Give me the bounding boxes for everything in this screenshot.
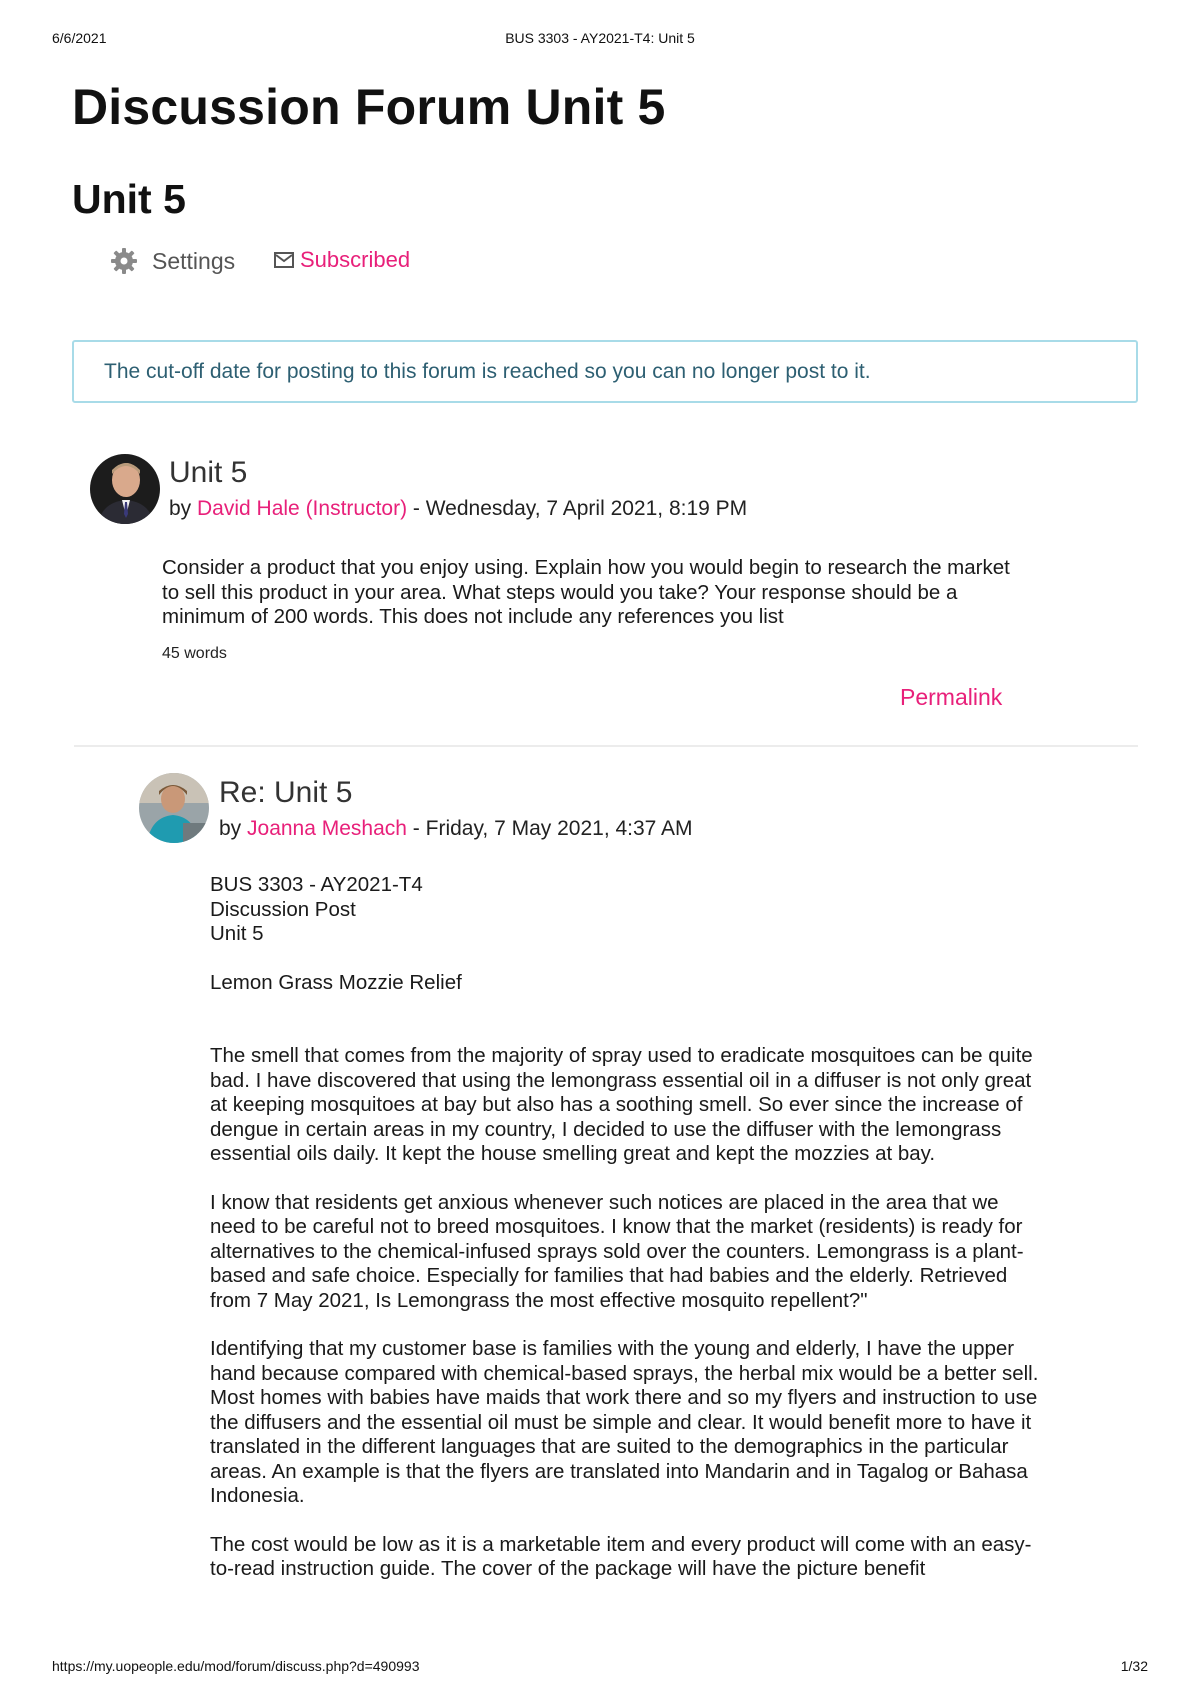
print-header [52,30,1148,50]
avatar[interactable] [90,454,160,524]
print-date: 6/6/2021 [52,30,107,46]
post-byline [219,817,693,841]
permalink-link[interactable]: Permalink [900,684,1003,710]
post-date: - Wednesday, 7 April 2021, 8:19 PM [407,497,748,520]
page-title: Discussion Forum Unit 5 [72,79,666,135]
post-subject: Re: Unit 5 [219,776,353,809]
settings-button[interactable] [110,247,235,275]
avatar[interactable] [139,773,209,843]
settings-label: Settings [152,247,236,274]
print-page-number: 1/32 [1120,1658,1148,1674]
post-paragraph: I know that residents get anxious whenever such notices are placed in the area that we need to be careful not to breed mosquitoes. I know that the market (residents) is ready for alternatives to the chemical-infused sprays sold over the counters. Lemongrass is a plant-based and safe choice. Especially for families that had babies and the elderly. Retrieved from 7 May 2021, Is Lemongrass the most effective mosquito repellent?" [210,1190,1024,1312]
cutoff-alert [72,340,1138,403]
cutoff-alert-text: The cut-off date for posting to this forum is reached so you can no longer post to it. [104,360,871,383]
forum-title: Unit 5 [72,176,186,222]
print-footer [52,1658,1148,1678]
print-document-title: BUS 3303 - AY2021-T4: Unit 5 [505,30,695,46]
heading-line: Discussion Post [210,897,356,921]
post-message [210,873,1040,1582]
post-paragraph: Identifying that my customer base is families with the young and elderly, I have the upper hand because compared with chemical-based sprays, the herbal mix would be a better sell. Most homes with babies have maids that work there and so my flyers and instruction to use the diffusers and the essential oil must be simple and clear. It would benefit more to have it translated in the different languages that are suited to the demographics in the particular areas. An example is that the flyers are translated into Mandarin and in Tagalog or Bahasa Indonesia. [210,1337,1039,1507]
post-paragraph: The cost would be low as it is a marketable item and every product will come with an easy-to-read instruction guide. The cover of the package will have the picture benefit [210,1532,1032,1580]
byline-prefix: by [169,497,198,520]
post-subject: Unit 5 [169,456,248,489]
subscribed-label: Subscribed [300,247,411,272]
word-count: 45 words [162,645,227,662]
product-title: Lemon Grass Mozzie Relief [210,970,462,994]
subscribed-toggle[interactable] [274,247,410,273]
envelope-icon [274,252,294,268]
gear-icon [110,247,138,275]
print-url: https://my.uopeople.edu/mod/forum/discuss.php?d=490993 [52,1658,420,1674]
post-date: - Friday, 7 May 2021, 4:37 AM [406,817,693,840]
post-message [162,556,1032,630]
heading-line: Unit 5 [210,922,264,945]
author-link[interactable]: Joanna Meshach [247,817,407,840]
post-byline [169,497,747,521]
heading-line: BUS 3303 - AY2021-T4 [210,873,423,896]
author-link[interactable]: David Hale (Instructor) [197,497,408,520]
post-divider [74,745,1138,747]
byline-prefix: by [219,817,248,840]
post-paragraph: Consider a product that you enjoy using. Explain how you would begin to research the market to sell this product in your area. What steps would you take? Your response should be a minimum of 200 words. This does not include any references you list [162,556,1010,628]
post-paragraph: The smell that comes from the majority of spray used to eradicate mosquitoes can be quite bad. I have discovered that using the lemongrass essential oil in a diffuser is not only great at keeping mosquitoes at bay but also has a soothing smell. So ever since the increase of dengue in certain areas in my country, I decided to use the diffuser with the lemongrass essential oils daily. It kept the house smelling great and kept the mozzies at bay. [210,1044,1033,1165]
